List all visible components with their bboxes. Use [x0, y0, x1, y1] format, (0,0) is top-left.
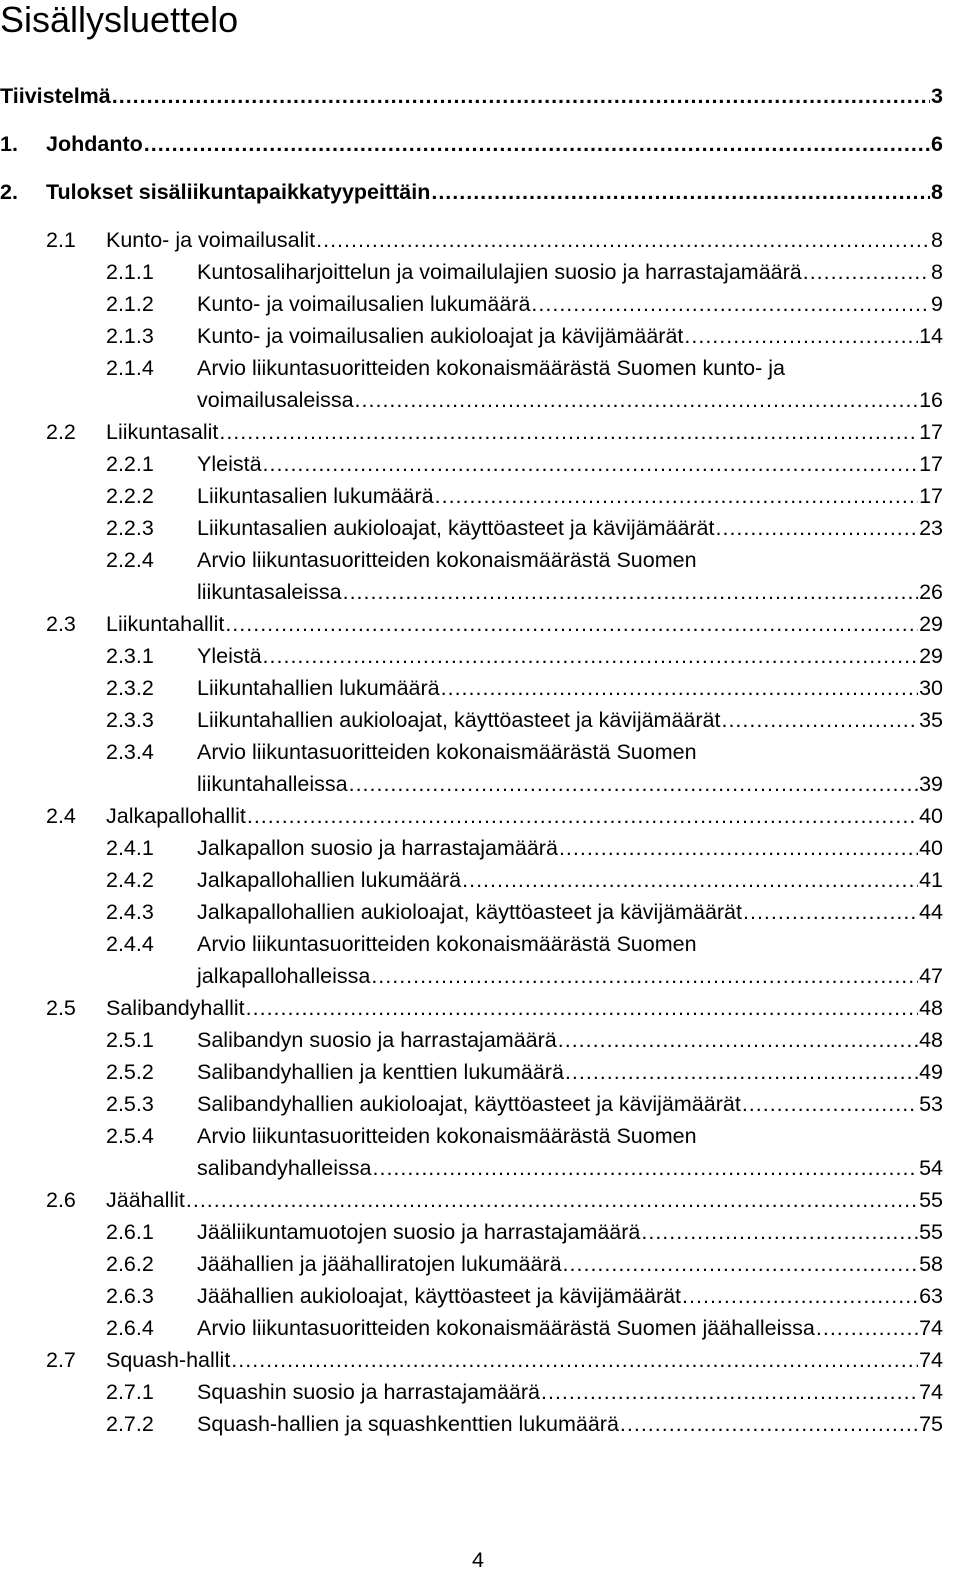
- toc-entry-page: 44: [919, 900, 943, 924]
- toc-entry-title: Jääliikuntamuotojen suosio ja harrastajamäärä: [197, 1220, 641, 1244]
- toc-entry-number: 2.2.2: [106, 484, 154, 508]
- toc-entry-number: 2.6.2: [106, 1252, 154, 1276]
- toc-entry-page: 8: [931, 180, 943, 204]
- dot-leader: [684, 320, 918, 352]
- toc-entry-title: Jalkapallohallien aukioloajat, käyttöasteet ja kävijämäärät: [197, 900, 742, 924]
- toc-entry-page: 26: [919, 580, 943, 604]
- toc-entry-number: 1.: [0, 132, 18, 156]
- toc-entry-page: 53: [919, 1092, 943, 1116]
- dot-leader: [316, 224, 930, 256]
- toc-entry-number: 2.6.3: [106, 1284, 154, 1308]
- dot-leader: [816, 1312, 918, 1344]
- toc-entry-number: 2.3.1: [106, 644, 154, 668]
- dot-leader: [682, 1280, 918, 1312]
- toc-entry-page: 29: [919, 644, 943, 668]
- toc-entry-page: 58: [919, 1252, 943, 1276]
- toc-entry-title: Liikuntahallit: [106, 612, 225, 636]
- toc-entry-title-continuation: liikuntasaleissa: [197, 580, 342, 604]
- toc-entry-title: Liikuntahallien aukioloajat, käyttöasteet ja kävijämäärät: [197, 708, 721, 732]
- dot-leader: [620, 1408, 918, 1440]
- toc-entry-title: Kunto- ja voimailusalit: [106, 228, 316, 252]
- toc-entry-number: 2.: [0, 180, 18, 204]
- toc-entry-page: 16: [919, 388, 943, 412]
- toc-entry-number: 2.3.3: [106, 708, 154, 732]
- toc-entry-number: 2.5.2: [106, 1060, 154, 1084]
- toc-entry-title: Arvio liikuntasuoritteiden kokonaismäärästä Suomen: [197, 1124, 697, 1148]
- toc-entry-title: Arvio liikuntasuoritteiden kokonaismäärästä Suomen jäähalleissa: [197, 1316, 815, 1340]
- dot-leader: [355, 384, 919, 416]
- toc-entry-page: 35: [919, 708, 943, 732]
- toc-entry-page: 41: [919, 868, 943, 892]
- toc-entry-title-continuation: jalkapallohalleissa: [197, 964, 371, 988]
- toc-entry-page: 9: [931, 292, 943, 316]
- toc-entry-page: 8: [931, 260, 943, 284]
- dot-leader: [721, 704, 918, 736]
- toc-entry-title-continuation: salibandyhalleissa: [197, 1156, 372, 1180]
- toc-entry-title: Johdanto: [46, 132, 143, 156]
- toc-entry-title: Kunto- ja voimailusalien lukumäärä: [197, 292, 531, 316]
- toc-entry-number: 2.6.4: [106, 1316, 154, 1340]
- toc-entry-title: Jalkapallohallien lukumäärä: [197, 868, 462, 892]
- toc-entry-title: Liikuntahallien lukumäärä: [197, 676, 440, 700]
- toc-entry-page: 55: [919, 1188, 943, 1212]
- toc-entry-number: 2.4.3: [106, 900, 154, 924]
- dot-leader: [563, 1248, 919, 1280]
- toc-entry-page: 47: [919, 964, 943, 988]
- toc-entry-number: 2.7: [46, 1348, 76, 1372]
- toc-entry-title: Arvio liikuntasuoritteiden kokonaismäärästä Suomen: [197, 740, 697, 764]
- dot-leader: [541, 1376, 918, 1408]
- toc-entry-page: 29: [919, 612, 943, 636]
- dot-leader: [371, 960, 918, 992]
- toc-entry-page: 48: [919, 1028, 943, 1052]
- toc-entry-number: 2.1.2: [106, 292, 154, 316]
- toc-entry-number: 2.5.3: [106, 1092, 154, 1116]
- toc-entry-page: 39: [919, 772, 943, 796]
- dot-leader: [641, 1216, 918, 1248]
- dot-leader: [263, 640, 919, 672]
- toc-entry-title: Jäähallien ja jäähalliratojen lukumäärä: [197, 1252, 562, 1276]
- dot-leader: [531, 288, 930, 320]
- toc-entry-page: 30: [919, 676, 943, 700]
- dot-leader: [349, 768, 918, 800]
- toc-entry-number: 2.4.1: [106, 836, 154, 860]
- toc-entry-number: 2.4.4: [106, 932, 154, 956]
- toc-entry-title: Tulokset sisäliikuntapaikkatyypeittäin: [46, 180, 431, 204]
- toc-entry-title: Jäähallien aukioloajat, käyttöasteet ja kävijämäärät: [197, 1284, 682, 1308]
- dot-leader: [742, 1088, 918, 1120]
- toc-entry-title: Jalkapallon suosio ja harrastajamäärä: [197, 836, 558, 860]
- dot-leader: [112, 80, 930, 112]
- toc-entry-title: Arvio liikuntasuoritteiden kokonaismäärästä Suomen: [197, 932, 697, 956]
- toc-entry-title: Kuntosaliharjoittelun ja voimailulajien suosio ja harrastajamäärä: [197, 260, 802, 284]
- toc-entry-number: 2.1.4: [106, 356, 154, 380]
- toc-entry-number: 2.3.2: [106, 676, 154, 700]
- toc-entry-number: 2.2.1: [106, 452, 154, 476]
- dot-leader: [462, 864, 918, 896]
- dot-leader: [441, 672, 918, 704]
- dot-leader: [225, 608, 918, 640]
- toc-entry-title: Squash-hallien ja squashkenttien lukumäärä: [197, 1412, 619, 1436]
- toc-entry-title: Jalkapallohallit: [106, 804, 246, 828]
- toc-entry-title: Kunto- ja voimailusalien aukioloajat ja kävijämäärät: [197, 324, 684, 348]
- dot-leader: [343, 576, 918, 608]
- dot-leader: [186, 1184, 918, 1216]
- toc-entry-number: 2.5.4: [106, 1124, 154, 1148]
- toc-entry-number: 2.4: [46, 804, 76, 828]
- toc-entry-page: 48: [919, 996, 943, 1020]
- toc-entry-number: 2.1.1: [106, 260, 154, 284]
- dot-leader: [247, 800, 918, 832]
- toc-entry-title: Liikuntasalit: [106, 420, 219, 444]
- toc-entry-page: 23: [919, 516, 943, 540]
- dot-leader: [435, 480, 918, 512]
- toc-entry-page: 54: [919, 1156, 943, 1180]
- dot-leader: [559, 832, 918, 864]
- toc-entry-title: Yleistä: [197, 452, 262, 476]
- toc-entry-page: 17: [919, 420, 943, 444]
- toc-entry-page: 3: [931, 84, 943, 108]
- toc-entry-number: 2.3: [46, 612, 76, 636]
- toc-entry-number: 2.6.1: [106, 1220, 154, 1244]
- toc-entry-number: 2.1.3: [106, 324, 154, 348]
- dot-leader: [565, 1056, 918, 1088]
- toc-entry-title: Salibandyhallien aukioloajat, käyttöasteet ja kävijämäärät: [197, 1092, 741, 1116]
- toc-entry-title: Salibandyn suosio ja harrastajamäärä: [197, 1028, 557, 1052]
- toc-entry-page: 17: [919, 484, 943, 508]
- toc-entry-title-continuation: liikuntahalleissa: [197, 772, 348, 796]
- toc-entry-number: 2.4.2: [106, 868, 154, 892]
- toc-entry-page: 40: [919, 836, 943, 860]
- toc-entry-page: 49: [919, 1060, 943, 1084]
- dot-leader: [219, 416, 918, 448]
- dot-leader: [431, 176, 930, 208]
- toc-entry-title: Salibandyhallien ja kenttien lukumäärä: [197, 1060, 564, 1084]
- toc-entry-number: 2.5: [46, 996, 76, 1020]
- toc-entry-page: 8: [931, 228, 943, 252]
- toc-entry-number: 2.2.4: [106, 548, 154, 572]
- toc-entry-title: Liikuntasalien aukioloajat, käyttöasteet ja kävijämäärät: [197, 516, 715, 540]
- dot-leader: [558, 1024, 918, 1056]
- dot-leader: [246, 992, 918, 1024]
- toc-entry-page: 17: [919, 452, 943, 476]
- toc-entry-title: Liikuntasalien lukumäärä: [197, 484, 434, 508]
- toc-entry-number: 2.6: [46, 1188, 76, 1212]
- dot-leader: [716, 512, 919, 544]
- page-number: 4: [472, 1548, 484, 1572]
- toc-entry-page: 14: [919, 324, 943, 348]
- toc-entry-page: 75: [919, 1412, 943, 1436]
- toc-entry-number: 2.5.1: [106, 1028, 154, 1052]
- toc-entry-title: Arvio liikuntasuoritteiden kokonaismäärästä Suomen: [197, 548, 697, 572]
- toc-entry-title: Yleistä: [197, 644, 262, 668]
- dot-leader: [231, 1344, 918, 1376]
- toc-entry-title-continuation: voimailusaleissa: [197, 388, 354, 412]
- dot-leader: [743, 896, 918, 928]
- toc-entry-page: 6: [931, 132, 943, 156]
- toc-entry-page: 63: [919, 1284, 943, 1308]
- toc-entry-page: 74: [919, 1380, 943, 1404]
- dot-leader: [803, 256, 930, 288]
- toc-entry-number: 2.7.2: [106, 1412, 154, 1436]
- toc-entry-title: Jäähallit: [106, 1188, 185, 1212]
- dot-leader: [144, 128, 930, 160]
- toc-entry-page: 55: [919, 1220, 943, 1244]
- toc-entry-title: Squashin suosio ja harrastajamäärä: [197, 1380, 541, 1404]
- toc-entry-title: Arvio liikuntasuoritteiden kokonaismäärästä Suomen kunto- ja: [197, 356, 785, 380]
- toc-entry-number: 2.2: [46, 420, 76, 444]
- dot-leader: [373, 1152, 919, 1184]
- toc-entry-number: 2.3.4: [106, 740, 154, 764]
- toc-entry-number: 2.7.1: [106, 1380, 154, 1404]
- toc-entry-title: Squash-hallit: [106, 1348, 231, 1372]
- toc-entry-title: Salibandyhallit: [106, 996, 245, 1020]
- toc-entry-page: 40: [919, 804, 943, 828]
- toc-entry-number: 2.1: [46, 228, 76, 252]
- toc-entry-title: Tiivistelmä: [0, 84, 111, 108]
- dot-leader: [263, 448, 919, 480]
- toc-entry-number: 2.2.3: [106, 516, 154, 540]
- toc-entry-page: 74: [919, 1348, 943, 1372]
- page-title: Sisällysluettelo: [0, 0, 239, 40]
- toc-entry-page: 74: [919, 1316, 943, 1340]
